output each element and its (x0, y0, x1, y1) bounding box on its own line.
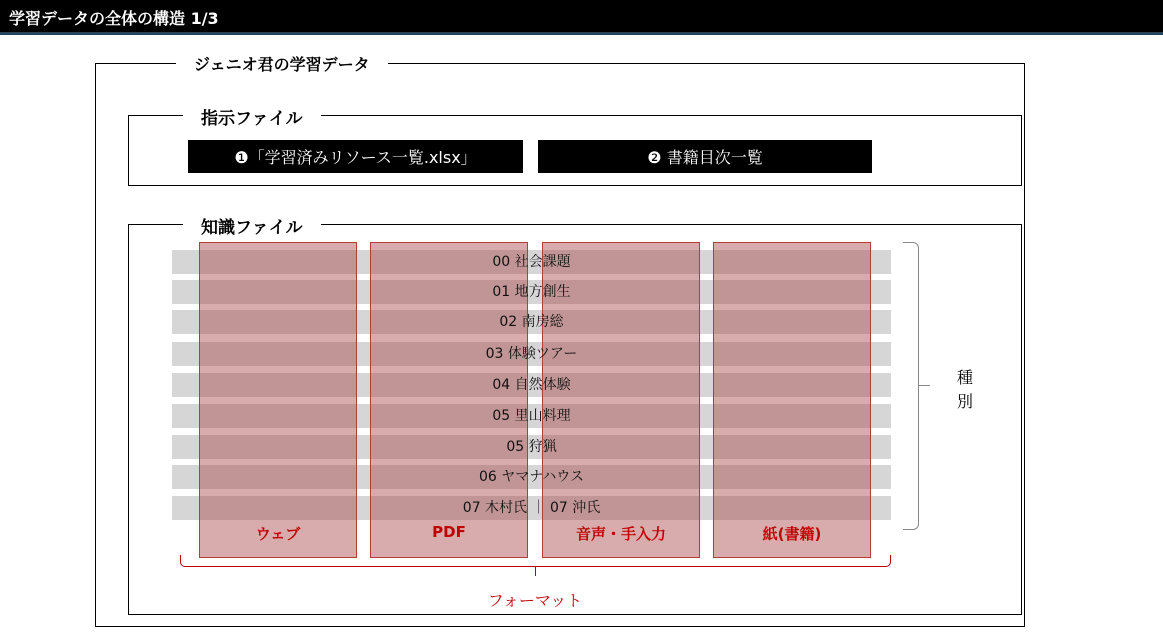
resource-list-file[interactable] (188, 140, 523, 173)
format-label-web: ウェブ (255, 525, 301, 543)
instruction-files-label: 指示ファイル (183, 104, 321, 129)
category-row (172, 250, 891, 274)
category-axis-label: 種別 (956, 368, 973, 411)
category-label: 05 狩猟 (506, 439, 557, 455)
category-row (172, 404, 891, 428)
header-bar (0, 0, 1163, 35)
category-label: 06 ヤマナハウス (478, 469, 584, 485)
knowledge-files-label: 知識ファイル (183, 213, 321, 238)
category-label: 07 木村氏 ｜ 07 沖氏 (462, 500, 601, 516)
learning-data-label: ジェニオ君の学習データ (176, 52, 388, 75)
page-title: 学習データの全体の構造 1/3 (9, 9, 219, 28)
category-label: 02 南房総 (499, 314, 564, 330)
format-label-audio: 音声・手入力 (575, 525, 666, 543)
category-label: 00 社会課題 (492, 254, 571, 270)
category-row (172, 496, 891, 520)
category-row (172, 310, 891, 334)
category-row (172, 435, 891, 459)
category-row (172, 342, 891, 366)
category-label: 03 体験ツアー (485, 346, 578, 362)
category-label: 04 自然体験 (492, 377, 571, 393)
category-row (172, 465, 891, 489)
format-axis-label: フォーマット (487, 591, 583, 610)
format-label-paper: 紙(書籍) (762, 525, 822, 543)
book-toc-file[interactable] (538, 140, 872, 173)
format-label-pdf: PDF (432, 523, 466, 541)
category-label: 05 里山料理 (492, 408, 571, 424)
format-bracket-tick (535, 567, 536, 576)
category-row (172, 373, 891, 397)
category-bracket (903, 242, 919, 530)
category-label: 01 地方創生 (492, 284, 571, 300)
resource-list-file-label: ❶「学習済みリソース一覧.xlsx」 (234, 148, 477, 167)
book-toc-file-label: ❷ 書籍目次一覧 (647, 148, 763, 167)
category-row (172, 280, 891, 304)
category-bracket-tick (918, 385, 930, 386)
